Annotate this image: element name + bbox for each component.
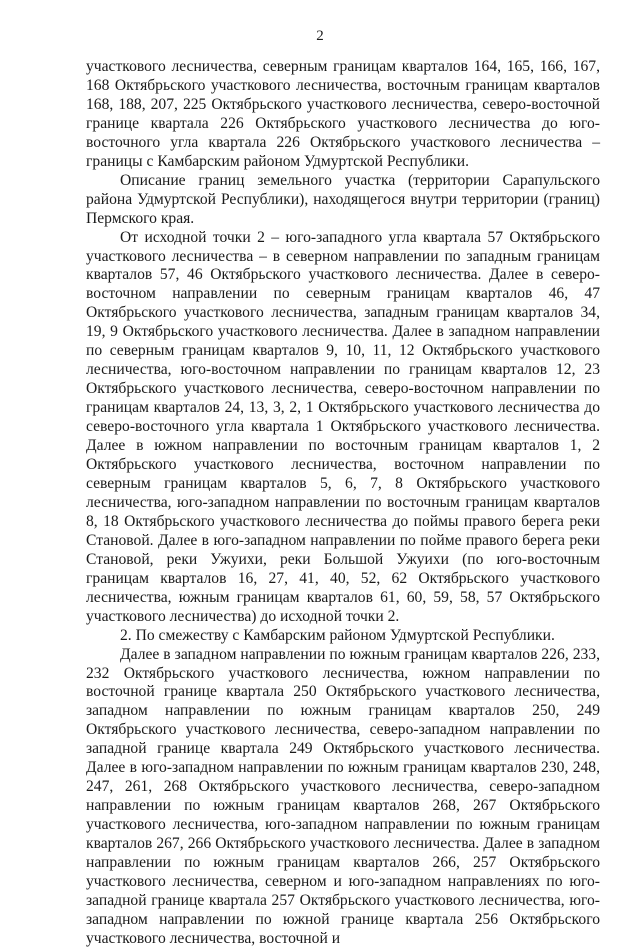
paragraph-continuation: участкового лесничества, северным границам кварталов 164, 165, 166, 167, 168 Октябрьского участкового лесничества, восточным границам кварталов 168, 188, 207, 225 Октябрьского участкового лесничества, северо-восточной границе квартала 226 Октябрьского участкового лесничества до юго-восточного угла квартала 226 Октябрьского участкового лесничества – границы с Камбарским районом Удмуртской Республики. <box>86 58 600 170</box>
paragraph-kambarsky-boundary: Далее в западном направлении по южным границам кварталов 226, 233, 232 Октябрьского участкового лесничества, южном направлении по восточной границе квартала 250 Октябрьского участкового лесничества, западном направлении по южным границам кварталов 250, 249 Октябрьского участкового лесничества, северо-западном направлении по западной границе квартала 249 Октябрьского участкового лесничества. Далее в юго-западном направлении по южным границам кварталов 230, 248, 247, 261, 268 Октябрьского участкового лесничества, северо-западном направлении по южным границам кварталов 268, 267 Октябрьского участкового лесничества, юго-западном направлении по южным границам кварталов 267, 266 Октябрьского участкового лесничества. Далее в западном направлении по южным границам кварталов 266, 257 Октябрьского участкового лесничества, северном и юго-западном направлениях по юго-западной границе квартала 257 Октябрьского участкового лесничества, юго-западном направлении по южной границе квартала 256 Октябрьского участкового лесничества, восточной и <box>86 645 600 947</box>
document-body <box>86 58 600 949</box>
section-heading-kambarsky: 2. По смежеству с Камбарским районом Удмуртской Республики. <box>120 626 555 644</box>
paragraph-boundary-from-point-2: От исходной точки 2 – юго-западного угла квартала 57 Октябрьского участкового лесничества – в северном направлении по западным границам кварталов 57, 46 Октябрьского участкового лесничества. Далее в северо-восточном направлении по северным границам кварталов 46, 47 Октябрьского участкового лесничества, западным границам кварталов 34, 19, 9 Октябрьского участкового лесничества. Далее в западном направлении по северным границам кварталов 9, 10, 11, 12 Октябрьского участкового лесничества, юго-восточном направлении по границам кварталов 12, 23 Октябрьского участкового лесничества, северо-восточном направлении по границам кварталов 24, 13, 3, 2, 1 Октябрьского участкового лесничества до северо-восточного угла квартала 1 Октябрьского участкового лесничества. Далее в южном направлении по восточным границам кварталов 1, 2 Октябрьского участкового лесничества, восточном направлении по северным границам кварталов 5, 6, 7, 8 Октябрьского участкового лесничества, юго-западном направлении по восточным границам кварталов 8, 18 Октябрьского участкового лесничества до поймы правого берега реки Становой. Далее в юго-западном направлении по пойме правого берега реки Становой, реки Ужуихи, реки Большой Ужуихи (по юго-восточным границам кварталов 16, 27, 41, 40, 52, 62 Октябрьского участкового лесничества, южным границам кварталов 61, 60, 59, 58, 57 Октябрьского участкового лесничества) до исходной точки 2. <box>86 228 600 625</box>
page-number: 2 <box>316 28 324 44</box>
paragraph-boundary-description-heading: Описание границ земельного участка (территории Сарапульского района Удмуртской Республики), находящегося внутри территории (границ) Пермского края. <box>86 171 600 227</box>
